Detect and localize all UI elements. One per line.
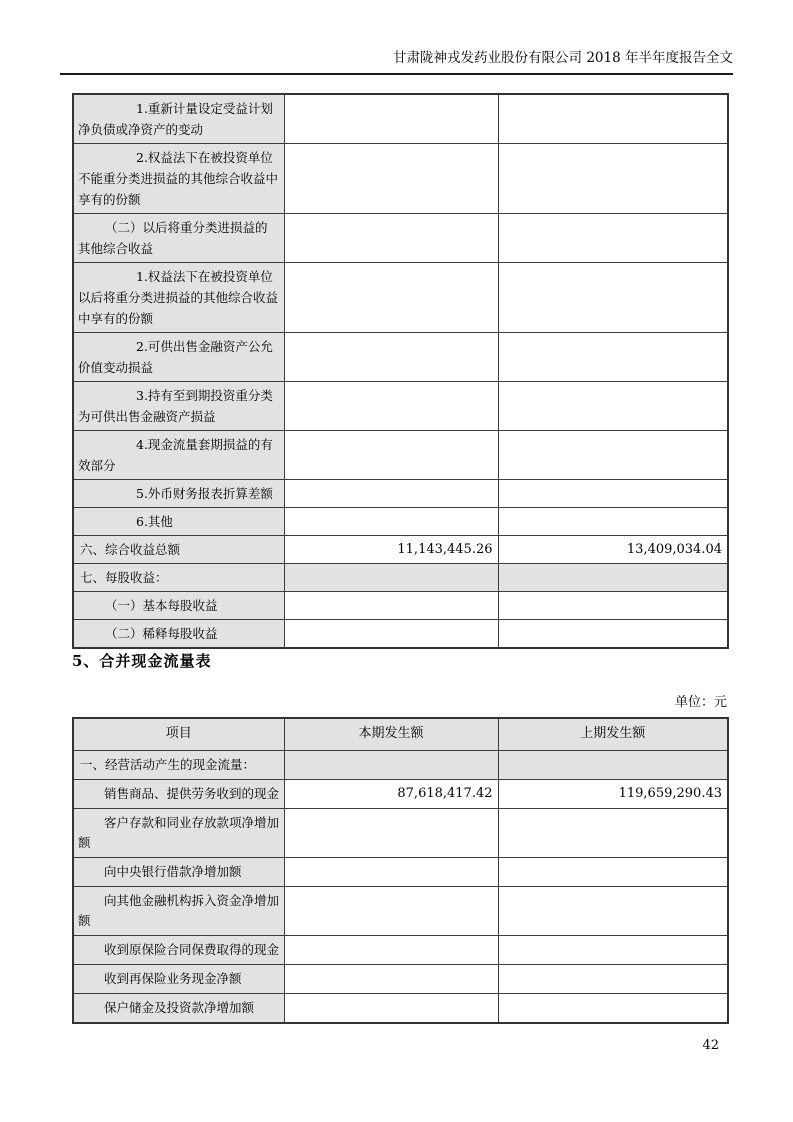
prior-period-value: [498, 808, 728, 857]
current-period-value: 87,618,417.42: [284, 779, 498, 808]
current-period-value: [284, 214, 498, 263]
current-period-value: [284, 808, 498, 857]
current-period-value: [284, 857, 498, 886]
row-label: 5.外币财务报表折算差额: [73, 480, 284, 508]
prior-period-value: [498, 886, 728, 935]
table-row: [73, 536, 728, 564]
current-period-value: [284, 263, 498, 333]
unit-label: 单位：元: [674, 695, 727, 710]
comprehensive-income-table: [72, 93, 729, 649]
current-period-value: [284, 144, 498, 214]
column-header: 本期发生额: [284, 718, 498, 750]
current-period-value: [284, 592, 498, 620]
table-row: [73, 382, 728, 431]
row-label: 收到再保险业务现金净额: [73, 964, 284, 993]
prior-period-value: [498, 750, 728, 779]
prior-period-value: [498, 564, 728, 592]
prior-period-value: [498, 333, 728, 382]
row-label: 七、每股收益：: [73, 564, 284, 592]
prior-period-value: [498, 993, 728, 1023]
row-label: 向其他金融机构拆入资金净增加额: [73, 886, 284, 935]
table-row: [73, 592, 728, 620]
table-row: [73, 857, 728, 886]
table-row: [73, 431, 728, 480]
current-period-value: [284, 564, 498, 592]
table-header-row: [73, 718, 728, 750]
current-period-value: [284, 382, 498, 431]
table-row: [73, 333, 728, 382]
document-header-title: 甘肃陇神戎发药业股份有限公司 2018 年半年度报告全文: [60, 46, 733, 75]
table-row: [73, 480, 728, 508]
prior-period-value: [498, 620, 728, 649]
row-label: 6.其他: [73, 508, 284, 536]
table-row: [73, 886, 728, 935]
current-period-value: [284, 620, 498, 649]
row-label: 客户存款和同业存放款项净增加额: [73, 808, 284, 857]
current-period-value: [284, 750, 498, 779]
current-period-value: [284, 94, 498, 144]
row-label: 3.持有至到期投资重分类为可供出售金融资产损益: [73, 382, 284, 431]
section-title-cashflow-statement: 5、合并现金流量表: [72, 652, 212, 670]
current-period-value: [284, 333, 498, 382]
prior-period-value: [498, 431, 728, 480]
table-row: [73, 964, 728, 993]
table-row: [73, 564, 728, 592]
current-period-value: [284, 431, 498, 480]
current-period-value: [284, 480, 498, 508]
row-label: （二）稀释每股收益: [73, 620, 284, 649]
column-header: 上期发生额: [498, 718, 728, 750]
row-label: 2.可供出售金融资产公允价值变动损益: [73, 333, 284, 382]
prior-period-value: [498, 480, 728, 508]
prior-period-value: [498, 382, 728, 431]
current-period-value: [284, 935, 498, 964]
column-header: 项目: [73, 718, 284, 750]
row-label: 1.重新计量设定受益计划净负债或净资产的变动: [73, 94, 284, 144]
current-period-value: [284, 508, 498, 536]
prior-period-value: 13,409,034.04: [498, 536, 728, 564]
table-row: [73, 508, 728, 536]
current-period-value: [284, 964, 498, 993]
prior-period-value: [498, 935, 728, 964]
row-label: （二）以后将重分类进损益的其他综合收益: [73, 214, 284, 263]
current-period-value: [284, 886, 498, 935]
table-row: [73, 214, 728, 263]
prior-period-value: [498, 857, 728, 886]
row-label: 4.现金流量套期损益的有效部分: [73, 431, 284, 480]
table-row: [73, 808, 728, 857]
current-period-value: 11,143,445.26: [284, 536, 498, 564]
row-label: 一、经营活动产生的现金流量：: [73, 750, 284, 779]
row-label: （一）基本每股收益: [73, 592, 284, 620]
table-row: [73, 94, 728, 144]
row-label: 销售商品、提供劳务收到的现金: [73, 779, 284, 808]
table-row: [73, 935, 728, 964]
prior-period-value: [498, 144, 728, 214]
table-row: [73, 993, 728, 1023]
prior-period-value: [498, 592, 728, 620]
page-number: 42: [702, 1038, 719, 1053]
row-label: 保户储金及投资款净增加额: [73, 993, 284, 1023]
table-row: [73, 144, 728, 214]
table-row: [73, 779, 728, 808]
table-row: [73, 750, 728, 779]
consolidated-cashflow-table: [72, 717, 729, 1024]
prior-period-value: [498, 214, 728, 263]
table-row: [73, 620, 728, 649]
row-label: 1.权益法下在被投资单位以后将重分类进损益的其他综合收益中享有的份额: [73, 263, 284, 333]
row-label: 六、综合收益总额: [73, 536, 284, 564]
prior-period-value: 119,659,290.43: [498, 779, 728, 808]
row-label: 向中央银行借款净增加额: [73, 857, 284, 886]
prior-period-value: [498, 94, 728, 144]
table-row: [73, 263, 728, 333]
row-label: 收到原保险合同保费取得的现金: [73, 935, 284, 964]
prior-period-value: [498, 508, 728, 536]
row-label: 2.权益法下在被投资单位不能重分类进损益的其他综合收益中享有的份额: [73, 144, 284, 214]
current-period-value: [284, 993, 498, 1023]
prior-period-value: [498, 964, 728, 993]
prior-period-value: [498, 263, 728, 333]
